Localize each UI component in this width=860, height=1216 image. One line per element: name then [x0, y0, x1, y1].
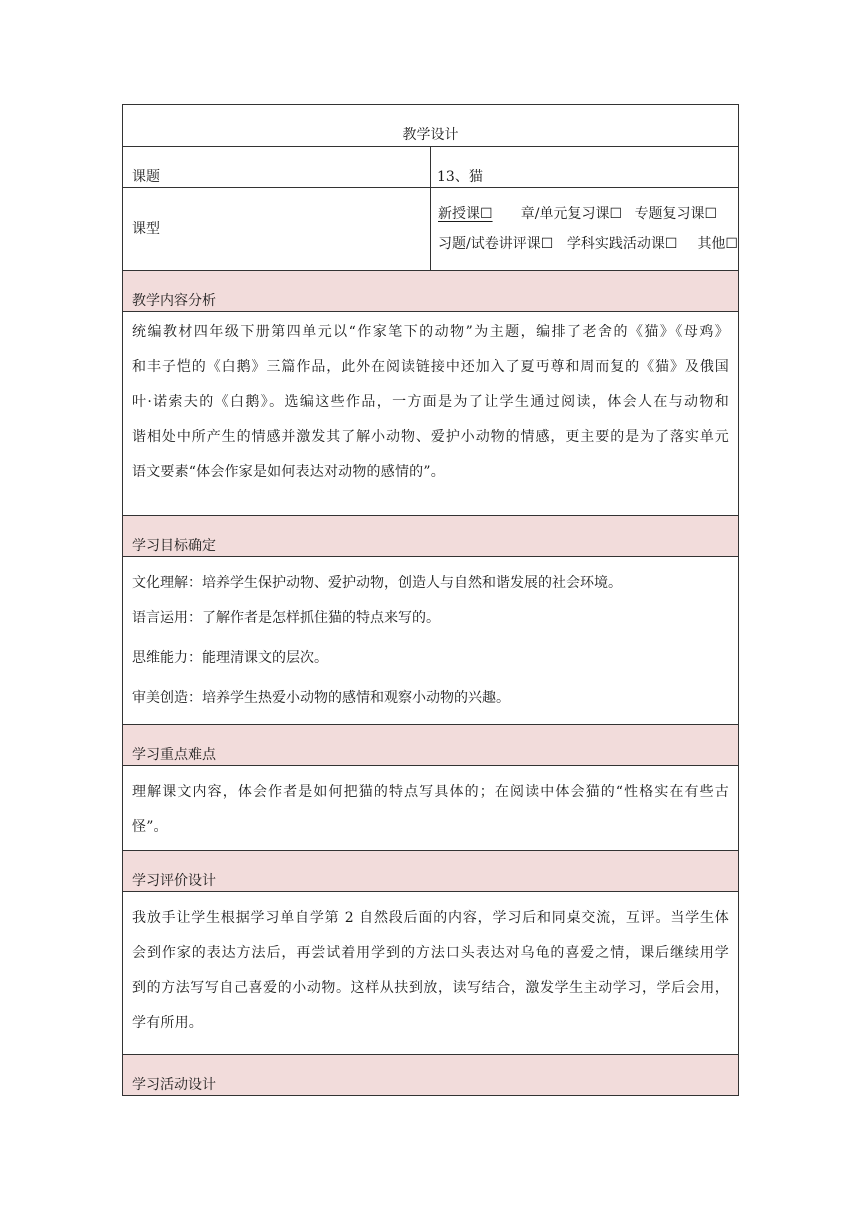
content-analysis-heading: 教学内容分析: [123, 271, 739, 312]
key-points-body: [123, 766, 739, 851]
content-analysis-line-4: 谐相处中所产生的情感并激发其了解小动物、爱护小动物的情感，更主要的是为了落实单元: [132, 429, 729, 445]
lesson-label: 课题: [123, 147, 431, 188]
content-analysis-line-5: 语文要素“体会作家是如何表达对动物的感情的”。: [132, 464, 445, 480]
evaluation-line-2: 会到作家的表达方法后，再尝试着用学到的方法口头表达对乌龟的喜爱之情，课后继续用学: [132, 945, 729, 961]
activities-heading: 学习活动设计: [123, 1055, 739, 1096]
evaluation-line-4: 学有所用。: [132, 1015, 203, 1031]
objective-thinking: 思维能力：能理清课文的层次。: [132, 650, 328, 666]
content-analysis-line-3: 叶·诺索夫的《白鹅》。选编这些作品，一方面是为了让学生通过阅读，体会人在与动物和: [132, 394, 729, 410]
option-other: 其他☐: [697, 236, 738, 252]
objectives-body: [123, 557, 739, 725]
lesson-type-row-2: [438, 229, 738, 259]
evaluation-heading: 学习评价设计: [123, 851, 739, 892]
evaluation-line-3: 到的方法写写自己喜爱的小动物。这样从扶到放，读写结合，激发学生主动学习，学后会用，: [132, 980, 729, 996]
content-analysis-body: [123, 312, 739, 516]
objective-aesthetic: 审美创造：培养学生热爱小动物的感情和观察小动物的兴趣。: [132, 690, 510, 706]
objectives-heading: 学习目标确定: [123, 516, 739, 557]
option-unit-review: 章/单元复习课☐: [520, 206, 623, 222]
option-exercise-review: 习题/试卷讲评课☐: [438, 236, 554, 252]
key-points-heading: 学习重点难点: [123, 725, 739, 766]
key-points-line-2: 怪”。: [132, 819, 168, 835]
key-points-line-1: 理解课文内容，体会作者是如何把猫的特点写具体的；在阅读中体会猫的“性格实在有些古: [132, 784, 729, 800]
evaluation-body: [123, 892, 739, 1055]
lesson-type-options: [431, 188, 739, 271]
lesson-plan-table: [122, 104, 739, 1096]
objective-culture: 文化理解：培养学生保护动物、爱护动物，创造人与自然和谐发展的社会环境。: [132, 575, 622, 591]
objective-language: 语言运用：了解作者是怎样抓住猫的特点来写的。: [132, 610, 440, 626]
lesson-type-label: 课型: [123, 188, 431, 271]
option-topic-review: 专题复习课☐: [634, 206, 718, 222]
lesson-value: 13、猫: [431, 147, 739, 188]
evaluation-line-1: 我放手让学生根据学习单自学第 2 自然段后面的内容，学习后和同桌交流，互评。当学生体: [132, 910, 729, 926]
option-practice-activity: 学科实践活动课☐: [566, 236, 678, 252]
document-title: 教学设计: [123, 105, 739, 147]
content-analysis-line-1: 统编教材四年级下册第四单元以“作家笔下的动物”为主题，编排了老舍的《猫》《母鸡》: [132, 324, 729, 340]
lesson-type-row-1: [438, 199, 738, 229]
option-new-lesson: 新授课☐: [438, 206, 493, 222]
content-analysis-line-2: 和丰子恺的《白鹅》三篇作品，此外在阅读链接中还加入了夏丏尊和周而复的《猫》及俄国: [132, 359, 729, 375]
